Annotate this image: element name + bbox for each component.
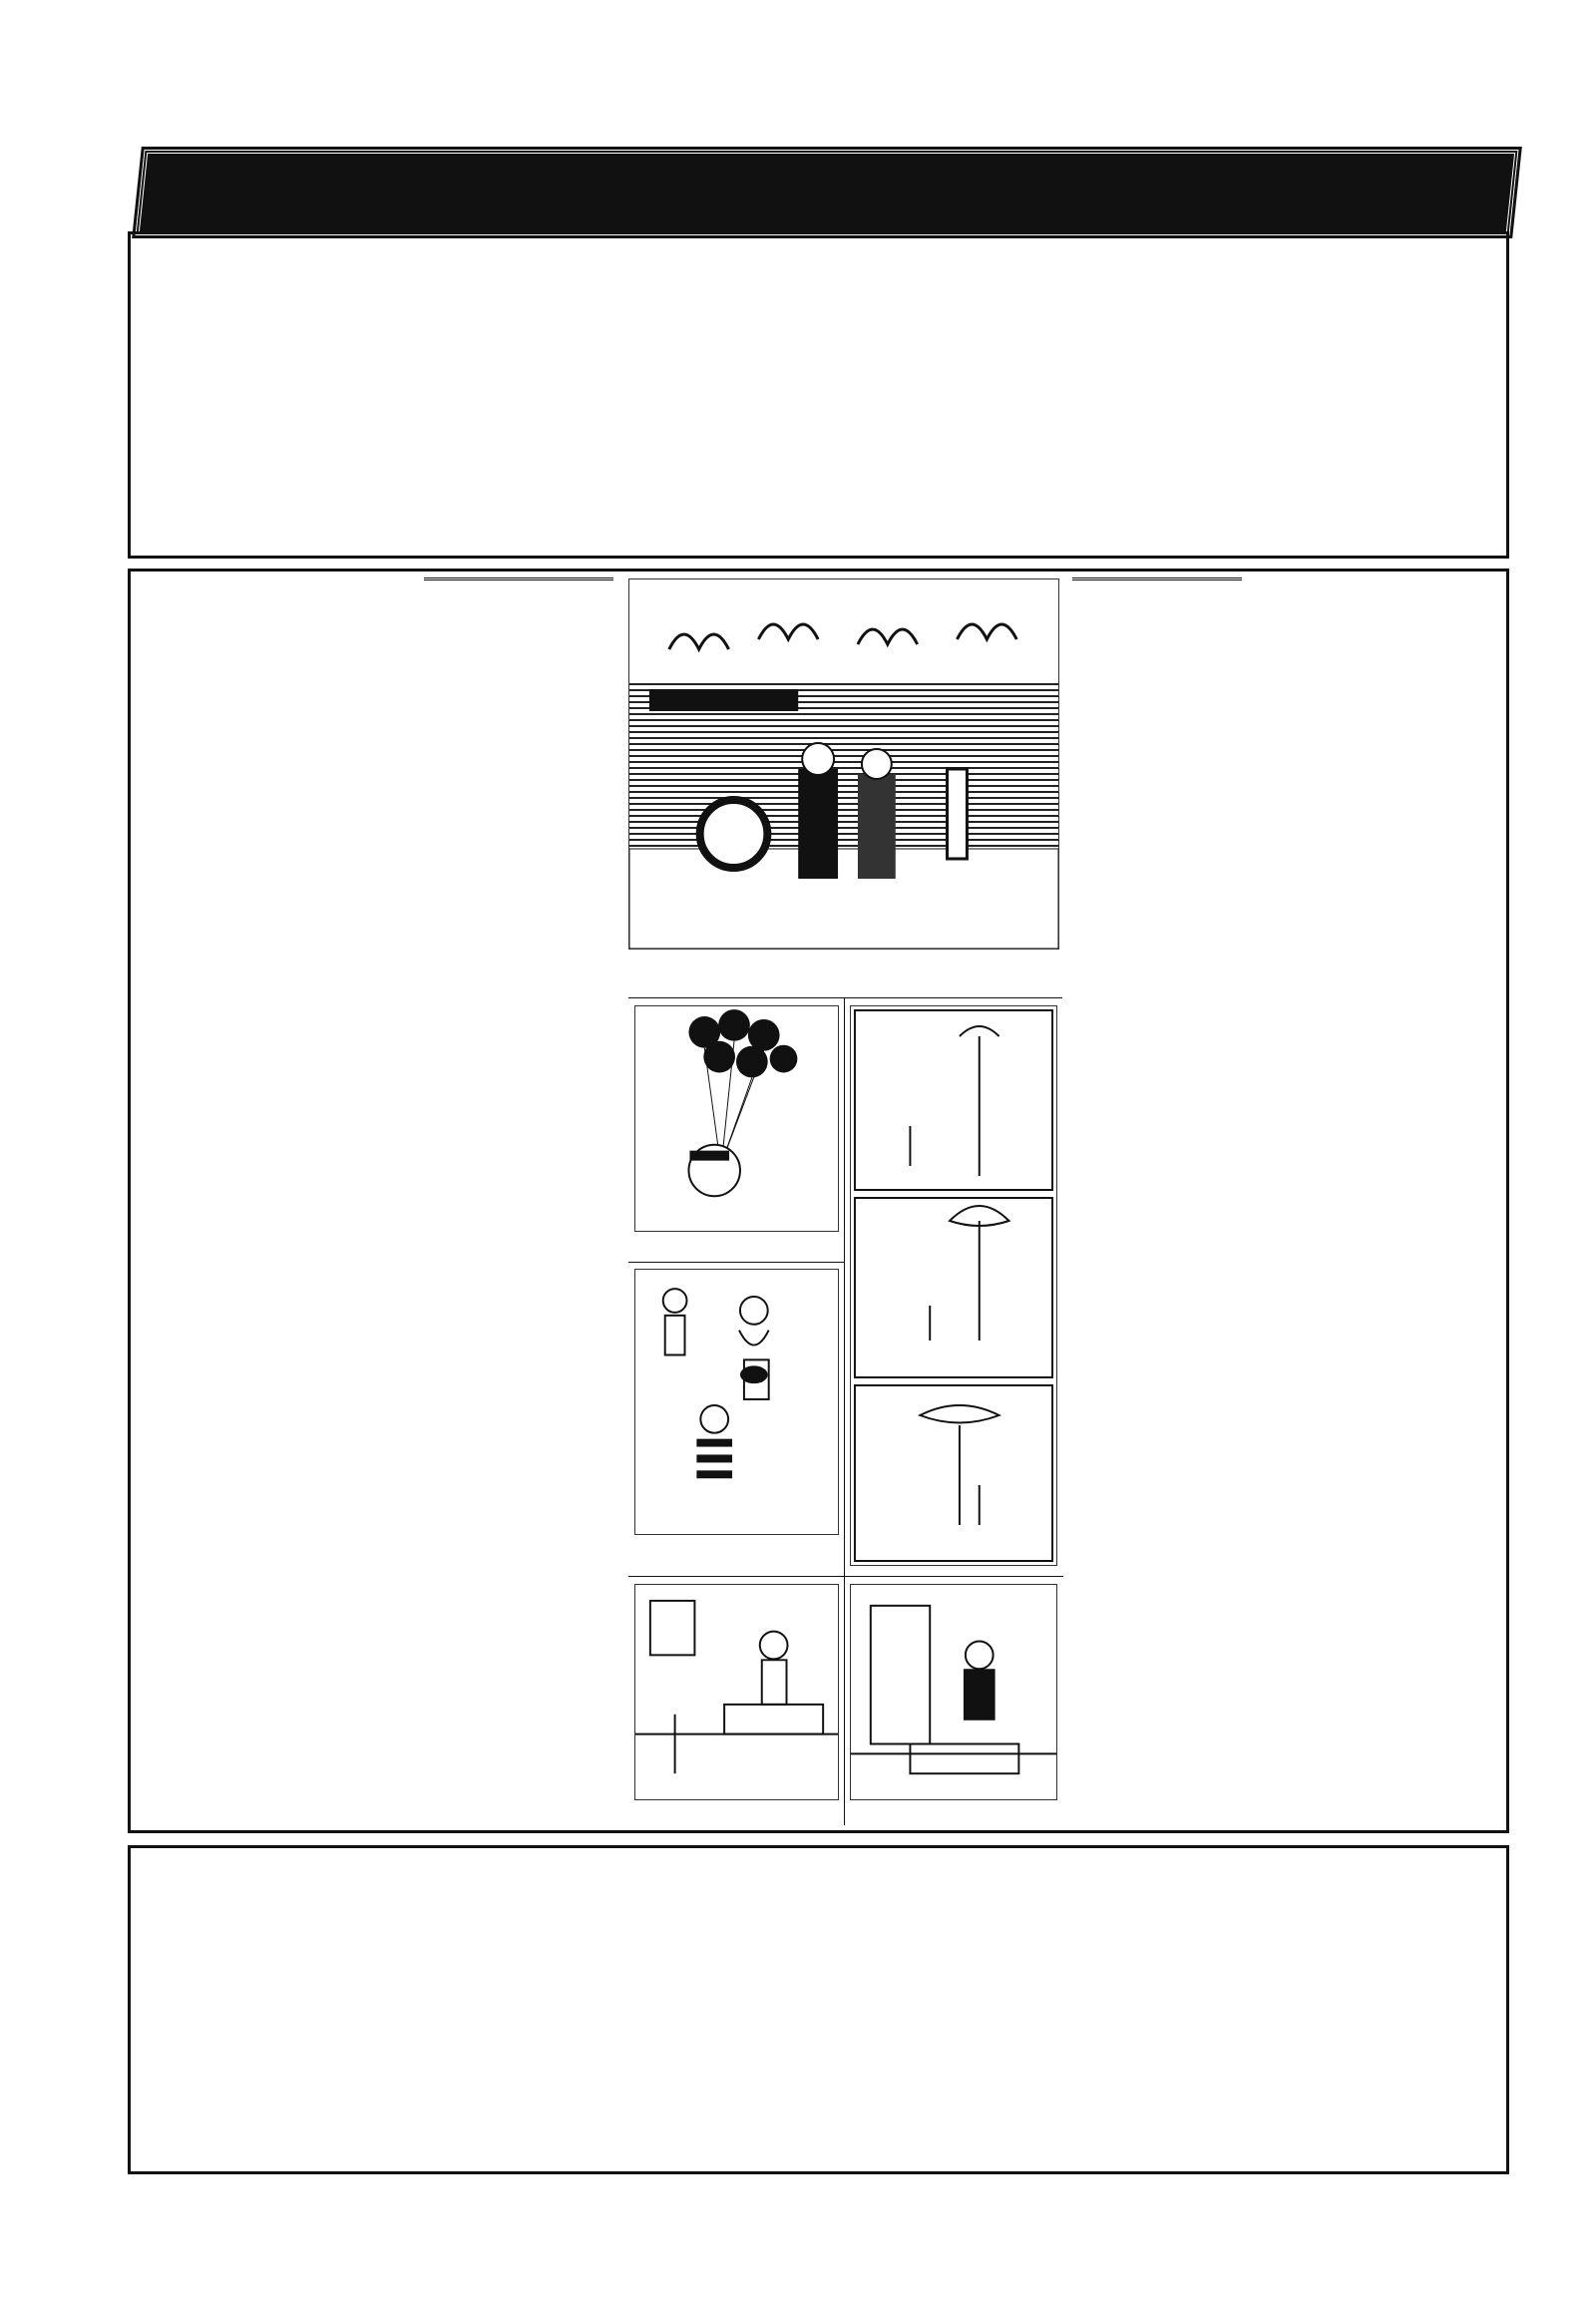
divider xyxy=(628,1576,844,1577)
cartoon-ship-deck xyxy=(628,578,1059,987)
cartoon-tree-strip xyxy=(850,1005,1057,1569)
anecdotes-left-column xyxy=(424,574,613,1825)
bottom-row-frame xyxy=(128,1845,1509,2174)
divider xyxy=(628,997,1062,998)
cartoon-drawing xyxy=(634,1269,839,1535)
cartoon-beach xyxy=(634,1269,839,1568)
divider xyxy=(844,997,845,1825)
divider xyxy=(844,1576,1063,1577)
cartoon-drawing xyxy=(850,1584,1057,1800)
top-row-frame xyxy=(128,231,1509,559)
anecdotes-heading xyxy=(424,574,613,580)
cartoon-balloons xyxy=(634,1005,839,1255)
anecdotes-heading xyxy=(1072,574,1242,580)
page-banner-title xyxy=(135,150,1518,235)
cartoon-drawing xyxy=(628,578,1059,950)
cartoon-office xyxy=(634,1584,839,1823)
anecdotes-right-column xyxy=(1072,574,1242,1825)
cartoon-drawing xyxy=(850,1005,1057,1566)
cartoon-exit-man xyxy=(850,1584,1057,1823)
divider xyxy=(628,1262,844,1263)
cartoon-drawing xyxy=(634,1584,839,1800)
cartoon-drawing xyxy=(634,1005,839,1232)
